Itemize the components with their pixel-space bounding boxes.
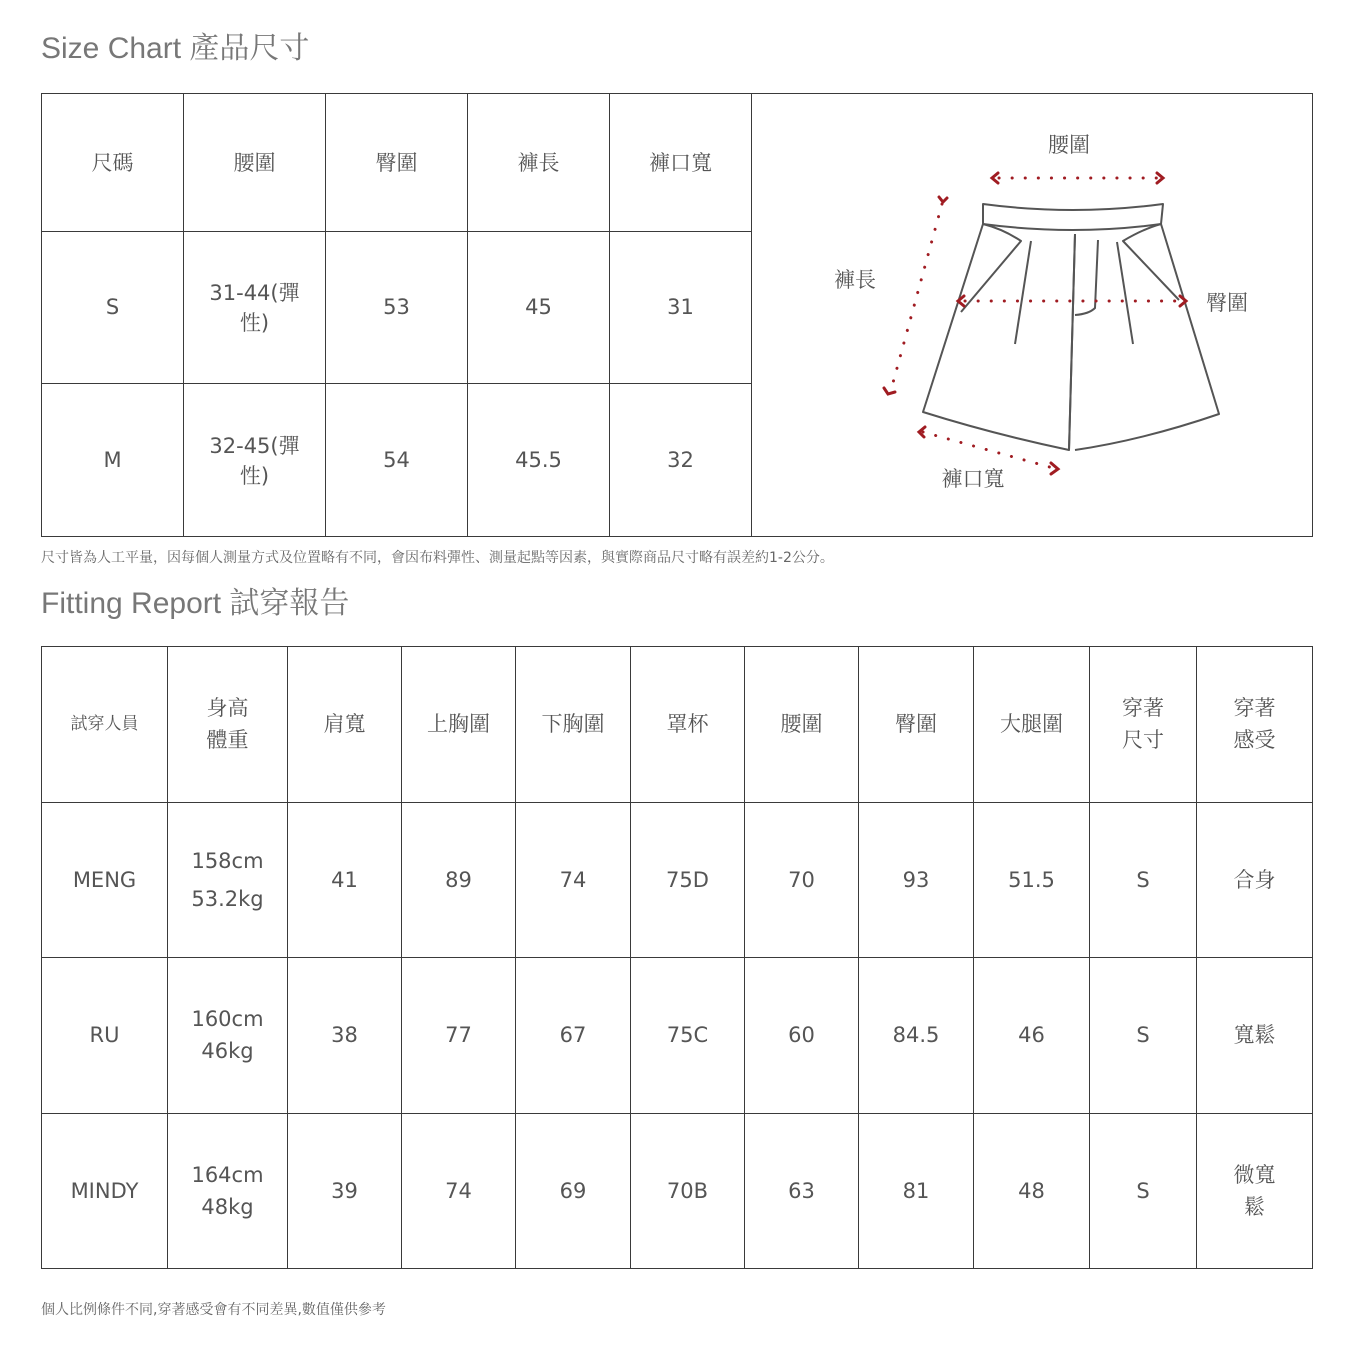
hip-value: 84.5 [859,958,974,1114]
cup-value: 75C [631,958,745,1114]
fitting-row-meng [42,802,1313,958]
header-length: 褲長 [468,94,610,232]
under-bust-value: 67 [516,958,631,1114]
header-feel: 穿著 感受 [1197,647,1313,803]
fitting-report-note: 個人比例條件不同,穿著感受會有不同差異,數值僅供參考 [41,1302,386,1318]
shoulder-value: 39 [288,1113,402,1269]
hip-value: 81 [859,1113,974,1269]
upper-bust-value: 74 [402,1113,516,1269]
thigh-value: 46 [974,958,1090,1114]
size-chart-table [41,93,1313,537]
cup-value: 75D [631,802,745,958]
leg-opening-arrow [923,432,1053,468]
thigh-value: 51.5 [974,802,1090,958]
length-value: 45.5 [468,384,610,537]
worn-size-value: S [1090,1113,1197,1269]
header-hip: 臀圍 [859,647,974,803]
cup-value: 70B [631,1113,745,1269]
size-chart-note: 尺寸皆為人工平量，因每個人測量方式及位置略有不同，會因布料彈性、測量起點等因素，與實際商品尺寸略有誤差約1-2公分。 [41,550,834,566]
length-value: 45 [468,231,610,384]
upper-bust-value: 89 [402,802,516,958]
header-leg-opening: 褲口寬 [610,94,752,232]
header-waist: 腰圍 [184,94,326,232]
diagram-leg-opening-label: 褲口寬 [941,467,1005,491]
thigh-value: 48 [974,1113,1090,1269]
hip-value: 54 [326,384,468,537]
header-hip: 臀圍 [326,94,468,232]
size-chart-heading: Size Chart 產品尺寸 [41,32,310,65]
hip-value: 53 [326,231,468,384]
fitting-row-ru [42,958,1313,1114]
leg-opening-value: 32 [610,384,752,537]
header-upper-bust: 上胸圍 [402,647,516,803]
waist-value: 32-45(彈 性) [184,384,326,537]
waist-value: 63 [745,1113,859,1269]
header-waist: 腰圍 [745,647,859,803]
header-tester: 試穿人員 [42,647,168,803]
under-bust-value: 74 [516,802,631,958]
header-size: 尺碼 [42,94,184,232]
fitting-header-row [42,647,1313,803]
shorts-diagram-cell [752,94,1313,537]
diagram-waist-label: 腰圍 [1048,133,1090,157]
height-weight: 160cm 46kg [168,958,288,1114]
header-worn-size: 穿著 尺寸 [1090,647,1197,803]
size-chart-header-row [42,94,1313,232]
leg-opening-value: 31 [610,231,752,384]
worn-size-value: S [1090,958,1197,1114]
header-under-bust: 下胸圍 [516,647,631,803]
header-thigh: 大腿圍 [974,647,1090,803]
header-height-weight: 身高 體重 [168,647,288,803]
feel-value: 微寬 鬆 [1197,1113,1313,1269]
tester-name: RU [42,958,168,1114]
worn-size-value: S [1090,802,1197,958]
waist-value: 70 [745,802,859,958]
shoulder-value: 41 [288,802,402,958]
measurement-arrows [884,173,1186,474]
shoulder-value: 38 [288,958,402,1114]
under-bust-value: 69 [516,1113,631,1269]
hip-value: 93 [859,802,974,958]
fitting-row-mindy [42,1113,1313,1269]
feel-value: 合身 [1197,802,1313,958]
diagram-length-label: 褲長 [834,268,876,292]
height-weight: 158cm 53.2kg [168,802,288,958]
fitting-report-table [41,646,1313,1269]
upper-bust-value: 77 [402,958,516,1114]
diagram-hip-label: 臀圍 [1206,291,1248,315]
fitting-report-heading: Fitting Report 試穿報告 [41,587,350,620]
tester-name: MINDY [42,1113,168,1269]
length-arrow [891,204,942,390]
size-value: S [42,231,184,384]
feel-value: 寬鬆 [1197,958,1313,1114]
shorts-outline [923,204,1219,450]
header-cup: 罩杯 [631,647,745,803]
shorts-diagram [753,94,1311,531]
waist-value: 31-44(彈 性) [184,231,326,384]
size-value: M [42,384,184,537]
waist-value: 60 [745,958,859,1114]
tester-name: MENG [42,802,168,958]
header-shoulder: 肩寬 [288,647,402,803]
height-weight: 164cm 48kg [168,1113,288,1269]
